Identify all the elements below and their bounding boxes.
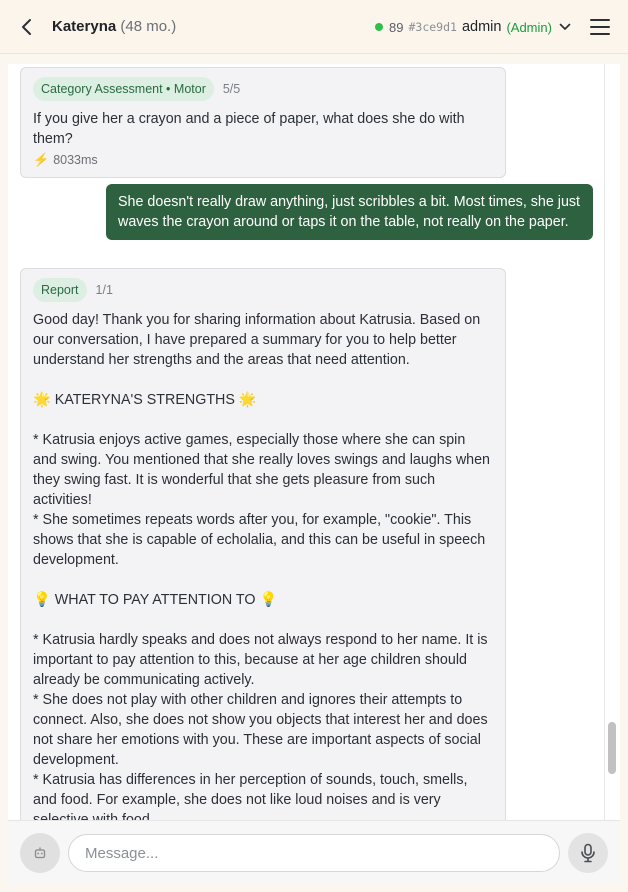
report-tag: Report [33, 278, 87, 302]
user-role: (Admin) [506, 19, 552, 35]
question-text: If you give her a crayon and a piece of paper, what does she do with them? [33, 111, 465, 147]
report-body [33, 310, 493, 828]
lightning-bolt-icon: ⚡ [33, 152, 50, 167]
message-header [33, 77, 493, 101]
category-tag: Category Assessment • Motor [33, 77, 214, 101]
top-bar [0, 0, 628, 54]
menu-button[interactable] [589, 17, 611, 37]
latency-value: 8033ms [53, 153, 98, 167]
microphone-icon [579, 843, 597, 863]
response-latency [33, 152, 493, 168]
chevron-left-icon [16, 16, 38, 38]
assistant-message-question [20, 67, 506, 178]
attention-item: * Katrusia hardly speaks and does not always respond to her name. It is important to pay attention to this, because at her age children should already be communicating actively. [33, 632, 488, 688]
user-message [106, 184, 593, 240]
child-name: Kateryna [52, 18, 117, 35]
session-hash: #3ce9d1 [408, 20, 457, 34]
assistant-message-report [20, 268, 506, 828]
user-message-text: She doesn't really draw anything, just scribbles a bit. Most times, she just waves the crayon around or taps it on the table, not really on the paper. [118, 194, 581, 230]
report-counter: 1/1 [95, 283, 113, 297]
message-header [33, 278, 493, 302]
strengths-heading: 🌟 KATERYNA'S STRENGTHS 🌟 [33, 392, 257, 408]
assistant-button[interactable] [20, 833, 60, 873]
mic-button[interactable] [568, 833, 608, 873]
chevron-down-icon[interactable] [558, 20, 572, 34]
attention-item: * She does not play with other children and ignores their attempts to connect. Also, she does not show you objects that interest her and does not share her emotions with you. These are important aspects of social development. [33, 692, 488, 768]
strength-item: * She sometimes repeats words after you, for example, "cookie". This shows that she is capable of echolalia, and this can be useful in speech development. [33, 512, 486, 568]
online-status-dot [375, 23, 383, 31]
report-intro: Good day! Thank you for sharing information about Katrusia. Based on our conversation, I have prepared a summary for you to help better understand her strengths and the areas that need attention. [33, 312, 481, 368]
page-title [52, 18, 176, 36]
user-menu[interactable] [375, 18, 572, 36]
user-name: admin [461, 19, 502, 35]
message-input[interactable] [68, 834, 560, 872]
attention-item: * Katrusia has differences in her perception of sounds, touch, smells, and food. For example, she does not like loud noises and is very [33, 772, 468, 808]
robot-icon [33, 846, 47, 860]
chat-scrollbar[interactable] [604, 64, 620, 820]
attention-heading: 💡 WHAT TO PAY ATTENTION TO 💡 [33, 592, 278, 608]
back-button[interactable] [16, 16, 38, 38]
strength-item: * Katrusia enjoys active games, especially those where she can spin and swing. You mentioned that she really loves swings and laughs when they swing fast. It is wonderful that she gets pleasure from such activities! [33, 432, 491, 508]
question-counter: 5/5 [222, 82, 241, 96]
score-value: 89 [389, 19, 404, 35]
scrollbar-thumb[interactable] [608, 722, 616, 774]
hamburger-menu-icon [589, 17, 611, 37]
child-age: (48 mo.) [120, 18, 177, 35]
